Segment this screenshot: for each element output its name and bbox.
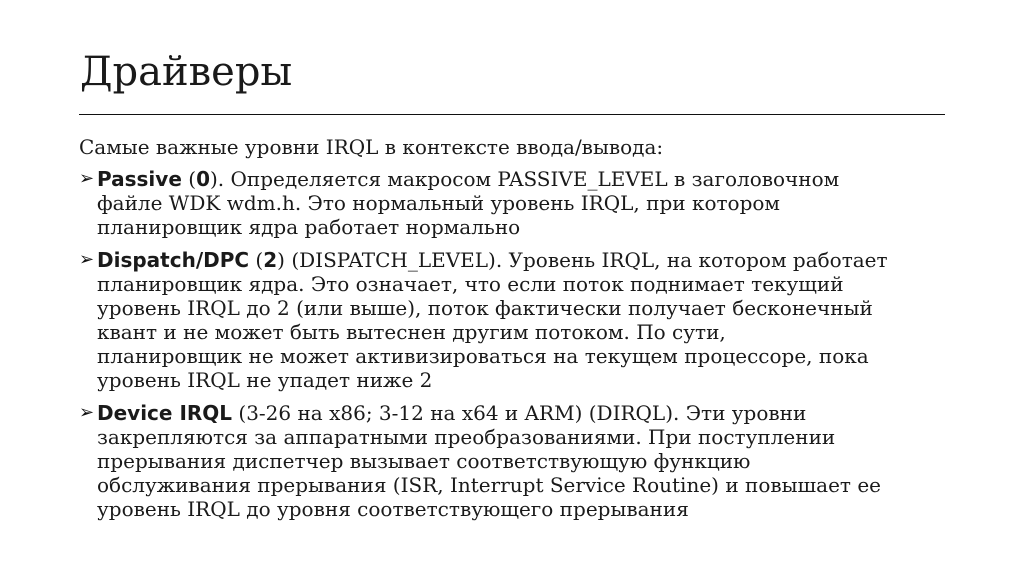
bullet-passive xyxy=(79,167,949,239)
bullet-line: планировщик ядра. Это означает, что если поток поднимает текущий xyxy=(97,272,844,296)
bullet-device-irql xyxy=(79,401,949,521)
bullet-line: квант и не может быть вытеснен другим потоком. По сути, xyxy=(97,320,726,344)
bullet-line xyxy=(97,248,949,272)
slide-title: Драйверы xyxy=(80,49,293,95)
bullet-line: планировщик ядра работает нормально xyxy=(97,215,521,239)
arrow-bullet-icon: ➢ xyxy=(79,249,95,270)
arrow-bullet-icon: ➢ xyxy=(79,168,95,189)
bullet-text: ) (DISPATCH_LEVEL). Уровень IRQL, на котором работает xyxy=(277,248,888,272)
bullet-line: закрепляются за аппаратными преобразованиями. При поступлении xyxy=(97,425,836,449)
bullet-line: планировщик не может активизироваться на текущем процессоре, пока xyxy=(97,344,869,368)
bullet-line xyxy=(97,401,949,425)
bullet-text: ( xyxy=(249,248,264,272)
bullet-term: Dispatch/DPC xyxy=(97,248,250,272)
irql-number: 0 xyxy=(196,167,210,191)
bullet-line: прерывания диспетчер вызывает соответствующую функцию xyxy=(97,449,751,473)
bullet-dispatch xyxy=(79,248,949,392)
bullet-text: ). Определяется макросом PASSIVE_LEVEL в заголовочном xyxy=(209,167,840,191)
bullet-text: (3-26 на x86; 3-12 на x64 и ARM) (DIRQL). Эти уровни xyxy=(232,401,807,425)
bullet-term: Passive xyxy=(97,167,182,191)
bullet-line: файле WDK wdm.h. Это нормальный уровень IRQL, при котором xyxy=(97,191,780,215)
irql-number: 2 xyxy=(263,248,278,272)
bullet-line: уровень IRQL до уровня соответствующего прерывания xyxy=(97,497,689,521)
bullet-text: ( xyxy=(181,167,197,191)
arrow-bullet-icon: ➢ xyxy=(79,402,95,423)
title-divider xyxy=(79,114,945,115)
bullet-term: Device IRQL xyxy=(97,401,233,425)
bullet-line: уровень IRQL до 2 (или выше), поток фактически получает бесконечный xyxy=(97,296,873,320)
bullet-line xyxy=(97,167,949,191)
bullet-line: обслуживания прерывания (ISR, Interrupt Service Routine) и повышает ее xyxy=(97,473,882,497)
intro-text: Самые важные уровни IRQL в контексте ввода/вывода: xyxy=(79,135,664,159)
bullet-line: уровень IRQL не упадет ниже 2 xyxy=(97,368,433,392)
slide-body xyxy=(79,135,949,530)
